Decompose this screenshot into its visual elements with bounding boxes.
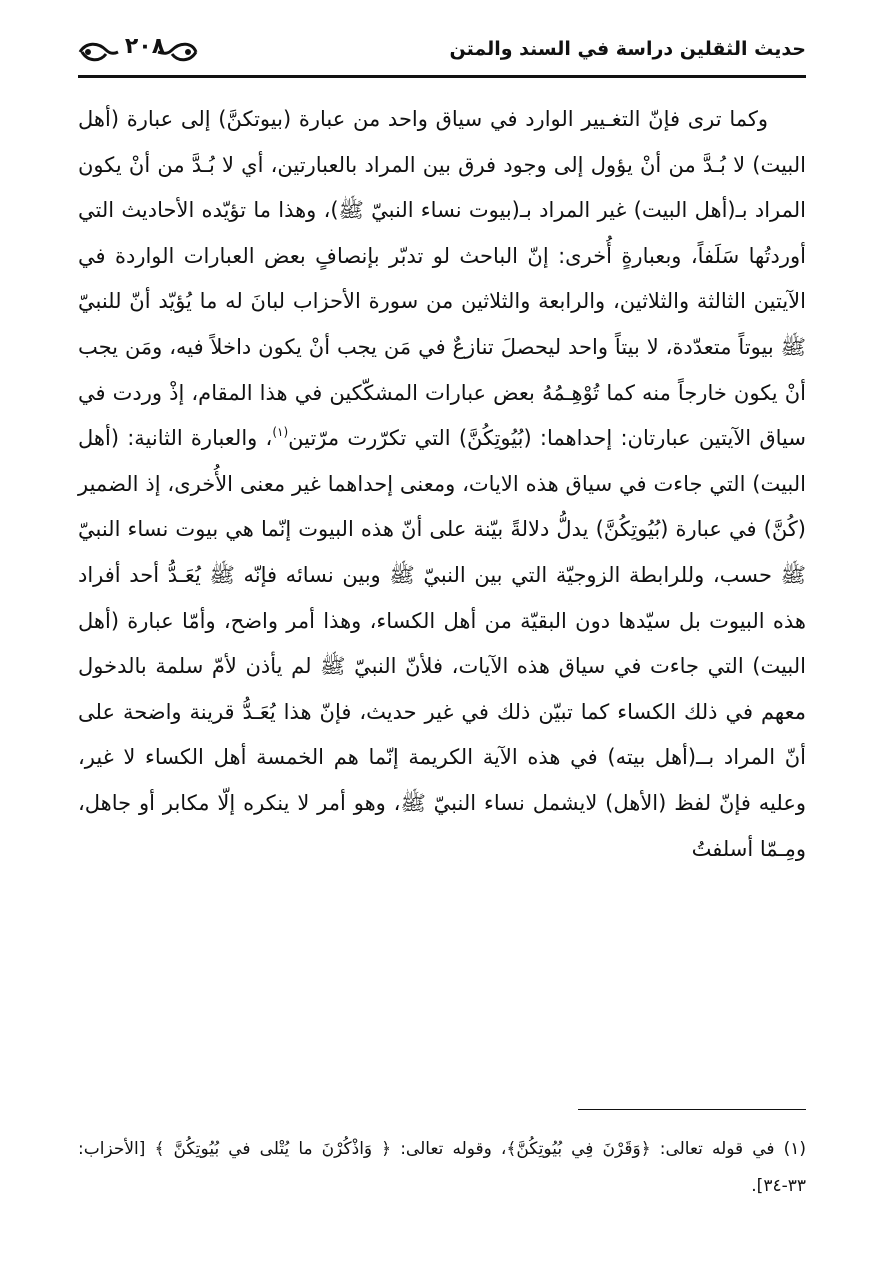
paragraph-text-continued: ، والعبارة الثانية: (أهل البيت) التي جاءت في سياق هذه الايات، ومعنى إحداهما غير معنى الأُخرى، إذ الضمير (كُنَّ) في عبارة (بُيُوتِكُنَّ) يدلُّ دلالةً بيّنة على أنّ هذه البيوت إنّما هي بيوت نساء النبيّ ﷺ حسب، وللرابطة الزوجيّة التي بين النبيّ ﷺ وبين نسائه فإنّه ﷺ يُعَـدُّ أحد أفراد هذه البيوت بل سيّدها دون البقيّة من أهل الكساء، وهذا أمر واضح، وأمّا عبارة (أهل البيت) التي جاءت في سياق هذه الآيات، فلأنّ النبيّ ﷺ لم يأذن لأمّ سلمة بالدخول معهم في ذلك الكساء كما تبيّن ذلك في غير حديث، فإنّ هذا يُعَـدُّ قرينة واضحة على أنّ المراد بــ(أهل بيته) في هذه الآية الكريمة إنّما هم الخمسة أهل الكساء لا غير، وعليه فإنّ لفظ (الأهل) لايشمل نساء النبيّ ﷺ، وهو أمر لا ينكره إلّا مكابر أو جاهل، ومِـمّا أسلفتُ xyxy=(78,426,806,861)
page-number: ٢٠٨ xyxy=(124,34,166,59)
main-text xyxy=(78,97,806,872)
page-header xyxy=(78,36,806,78)
footnote-rule xyxy=(578,1109,806,1110)
running-title: حديث الثقلين دراسة في السند والمتن xyxy=(449,38,806,60)
header-rule xyxy=(78,75,806,78)
body-paragraph xyxy=(78,97,806,872)
footnote: (١) في قوله تعالى: ﴿وَقَرْنَ فِي بُيُوتِكُنَّ﴾، وقوله تعالى: ﴿ وَاذْكُرْنَ ما يُتْلى في بُيُوتِكُنَّ ﴾ [الأحزاب: ٣٣-٣٤]. xyxy=(78,1139,806,1196)
paragraph-text: وكما ترى فإنّ التغـيير الوارد في سياق واحد من عبارة (بيوتكنَّ) إلى عبارة (أهل البيت) لا بُـدَّ من أنْ يؤول إلى وجود فرق بين المراد بالعبارتين، أي لا بُـدَّ من أنْ يكون المراد بـ(أهل البيت) غير المراد بـ(بيوت نساء النبيّ ﷺ)، وهذا ما تؤيّده الأحاديث التي أوردتُها سَلَفاً، وبعبارةٍ أُخرى: إنّ الباحث لو تدبّر بإنصافٍ بعض العبارات الواردة في الآيتين الثالثة والثلاثين، والرابعة والثلاثين من سورة الأحزاب لبانَ له ما يُؤيّد أنّ للنبيّ ﷺ بيوتاً متعدّدة، لا بيتاً واحد ليحصلَ تنازعٌ في مَن يجب أنْ يكون داخلاً فيه، ومَن يجب أنْ يكون خارجاً منه كما تُوْهِـمُهُ بعض عبارات المشكّكين في هذا المقام، إذْ وردت في سياق الآيتين عبارتان: إحداهما: (بُيُوتِكُنَّ) التي تكرّرت مرّتين xyxy=(78,107,806,451)
footnote-reference[interactable]: (١) xyxy=(272,425,289,440)
page-number-badge xyxy=(78,36,198,70)
